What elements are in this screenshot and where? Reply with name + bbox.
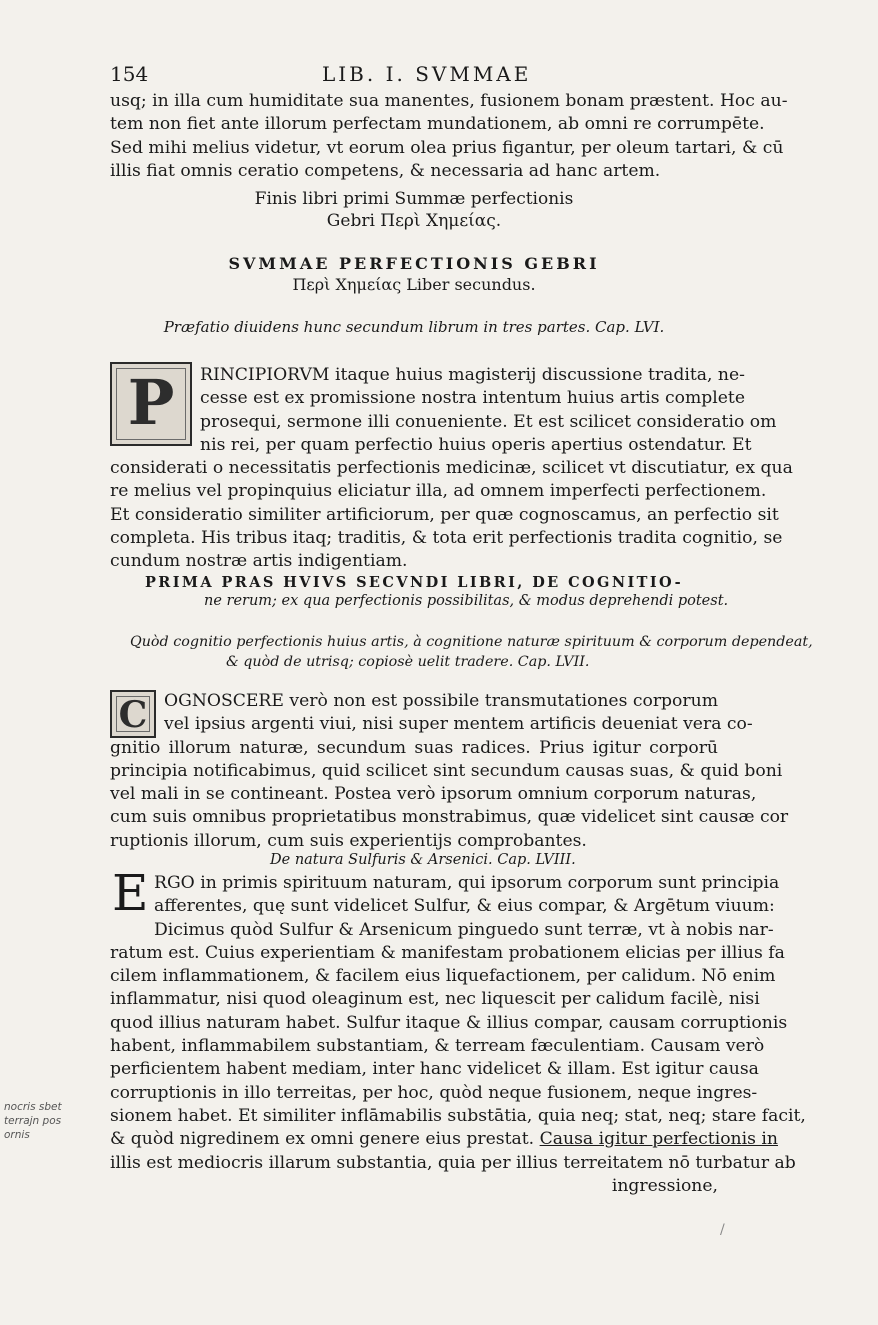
text-line: illis est mediocris illarum substantia, quia per illius terreitatem nō turbatur ab <box>110 1152 796 1173</box>
text-line: quod illius naturam habet. Sulfur itaque & illius compar, causam corruptionis <box>110 1012 788 1033</box>
finis-line: Gebri Περὶ Χημείας. <box>326 211 502 231</box>
text-line: vel ipsius argenti viui, nisi super mentem artificis deueniat vera co- <box>164 714 753 735</box>
running-header <box>110 62 710 90</box>
text-line: ruptionis illorum, cum suis experientijs comprobantes. <box>110 830 587 851</box>
finis-line: Finis libri primi Summæ perfectionis <box>254 189 574 209</box>
finis-colophon <box>110 188 718 232</box>
book-title-sub: Περὶ Χημείας Liber secundus. <box>292 275 536 294</box>
part-heading-sub: ne rerum; ex qua perfectionis possibilitas, & modus deprehendi potest. <box>204 593 729 609</box>
text-line: completa. His tribus itaq; traditis, & tota erit perfectionis tradita cognitio, se <box>110 528 783 549</box>
text-line: RINCIPIORVM itaque huius magisterij discussione tradita, ne- <box>200 365 745 385</box>
text-line: prosequi, sermone illi conueniente. Et est scilicet consideratio om <box>200 411 777 432</box>
text-line: illis fiat omnis ceratio competens, & necessaria ad hanc artem. <box>110 160 661 181</box>
margin-note-line: nocris sbet <box>4 1101 62 1113</box>
margin-note-line: terrajn pos <box>4 1115 62 1127</box>
text-line: OGNOSCERE verò non est possibile transmutationes corporum <box>164 691 718 711</box>
text-line: Sed mihi melius videtur, vt eorum olea prius figantur, per oleum tartari, & cū <box>110 137 784 158</box>
book-title <box>110 254 718 294</box>
chapter-56-text <box>110 364 793 574</box>
book-title-main: SVMMAE PERFECTIONIS GEBRI <box>228 254 600 273</box>
text-line: ratum est. Cuius experientiam & manifestam probationem elicias per illius fa <box>110 942 785 963</box>
margin-note-line: ornis <box>4 1129 30 1141</box>
chapter-57-heading <box>110 632 813 672</box>
text-line: cilem inflammationem, & facilem eius liquefactionem, per calidum. Nō enim <box>110 966 776 987</box>
drop-cap-p: P <box>110 362 192 446</box>
text-segment: & quòd nigredinem ex omni genere eius prestat. <box>110 1129 535 1150</box>
running-title: LIB. I. SVMMAE <box>322 62 532 86</box>
text-line: cum suis omnibus proprietatibus monstrabimus, quæ videlicet sint causæ cor <box>110 807 789 828</box>
text-line: Et consideratio similiter artificiorum, per quæ cognoscamus, an perfectio sit <box>110 504 779 525</box>
intro-paragraph <box>110 90 788 183</box>
pencil-mark: / <box>720 1222 725 1238</box>
text-line: considerati o necessitatis perfectionis medicinæ, scilicet vt discutiatur, ex qua <box>110 458 793 479</box>
text-line: afferentes, quę sunt videlicet Sulfur, & eius compar, & Argētum viuum: <box>154 896 775 917</box>
text-line <box>110 1128 778 1151</box>
handwritten-margin-note <box>4 1100 96 1142</box>
drop-cap-e: E <box>112 864 149 922</box>
text-line: sionem habet. Et similiter inflāmabilis substātia, quia neq; stat, neq; stare facit, <box>110 1105 806 1126</box>
chapter-heading-line: & quòd de utrisq; copiosè uelit tradere. Cap. LVII. <box>226 654 590 670</box>
text-line: ingressione, <box>611 1175 718 1196</box>
text-line: usq; in illa cum humiditate sua manentes, fusionem bonam præstent. Hoc au- <box>110 91 788 111</box>
text-line: Dicimus quòd Sulfur & Arsenicum pinguedo sunt terræ, vt à nobis nar- <box>154 919 774 940</box>
text-line: cundum nostræ artis indigentiam. <box>110 551 408 572</box>
text-line: re melius vel propinquius eliciatur illa, ad omnem imperfecti perfectionem. <box>110 481 767 502</box>
text-line: tem non fiet ante illorum perfectam mundationem, ab omni re corrumpēte. <box>110 114 765 135</box>
part-heading-main: PRIMA PRAS HVIVS SECVNDI LIBRI, DE COGNITIO- <box>144 574 684 591</box>
drop-cap-c: C <box>110 690 156 738</box>
text-line: inflammatur, nisi quod oleaginum est, nec liquescit per calidum facilè, nisi <box>110 989 760 1010</box>
text-line: principia notificabimus, quid scilicet sint secundum causas suas, & quid boni <box>110 760 783 781</box>
page-number: 154 <box>110 62 149 86</box>
chapter-57-text <box>110 690 789 853</box>
text-line: gnitio illorum naturæ, secundum suas radices. Prius igitur corporū <box>110 737 718 758</box>
chapter-58-text <box>110 872 806 1198</box>
text-line: cesse est ex promissione nostra intentum huius artis complete <box>200 388 745 409</box>
underlined-segment: Causa igitur perfectionis in <box>539 1129 778 1150</box>
text-line: vel mali in se contineant. Postea verò ipsorum omnium corporum naturas, <box>110 784 757 805</box>
chapter-heading: Præfatio diuidens hunc secundum librum in tres partes. Cap. LVI. <box>163 318 665 336</box>
chapter-heading: De natura Sulfuris & Arsenici. Cap. LVIII. <box>270 852 576 868</box>
part-heading <box>110 574 729 609</box>
text-line: RGO in primis spirituum naturam, qui ipsorum corporum sunt principia <box>154 873 780 893</box>
chapter-heading-line: Quòd cognitio perfectionis huius artis, à cognitione naturæ spirituum & corporum dependeat, <box>130 634 813 650</box>
text-line: nis rei, per quam perfectio huius operis apertius ostendatur. Et <box>200 434 752 455</box>
text-line: perficientem habent mediam, inter hanc videlicet & illam. Est igitur causa <box>110 1059 759 1080</box>
text-line: habent, inflammabilem substantiam, & terream fæculentiam. Causam verò <box>110 1036 765 1057</box>
text-line: corruptionis in illo terreitas, per hoc, quòd neque fusionem, neque ingres- <box>110 1082 758 1103</box>
